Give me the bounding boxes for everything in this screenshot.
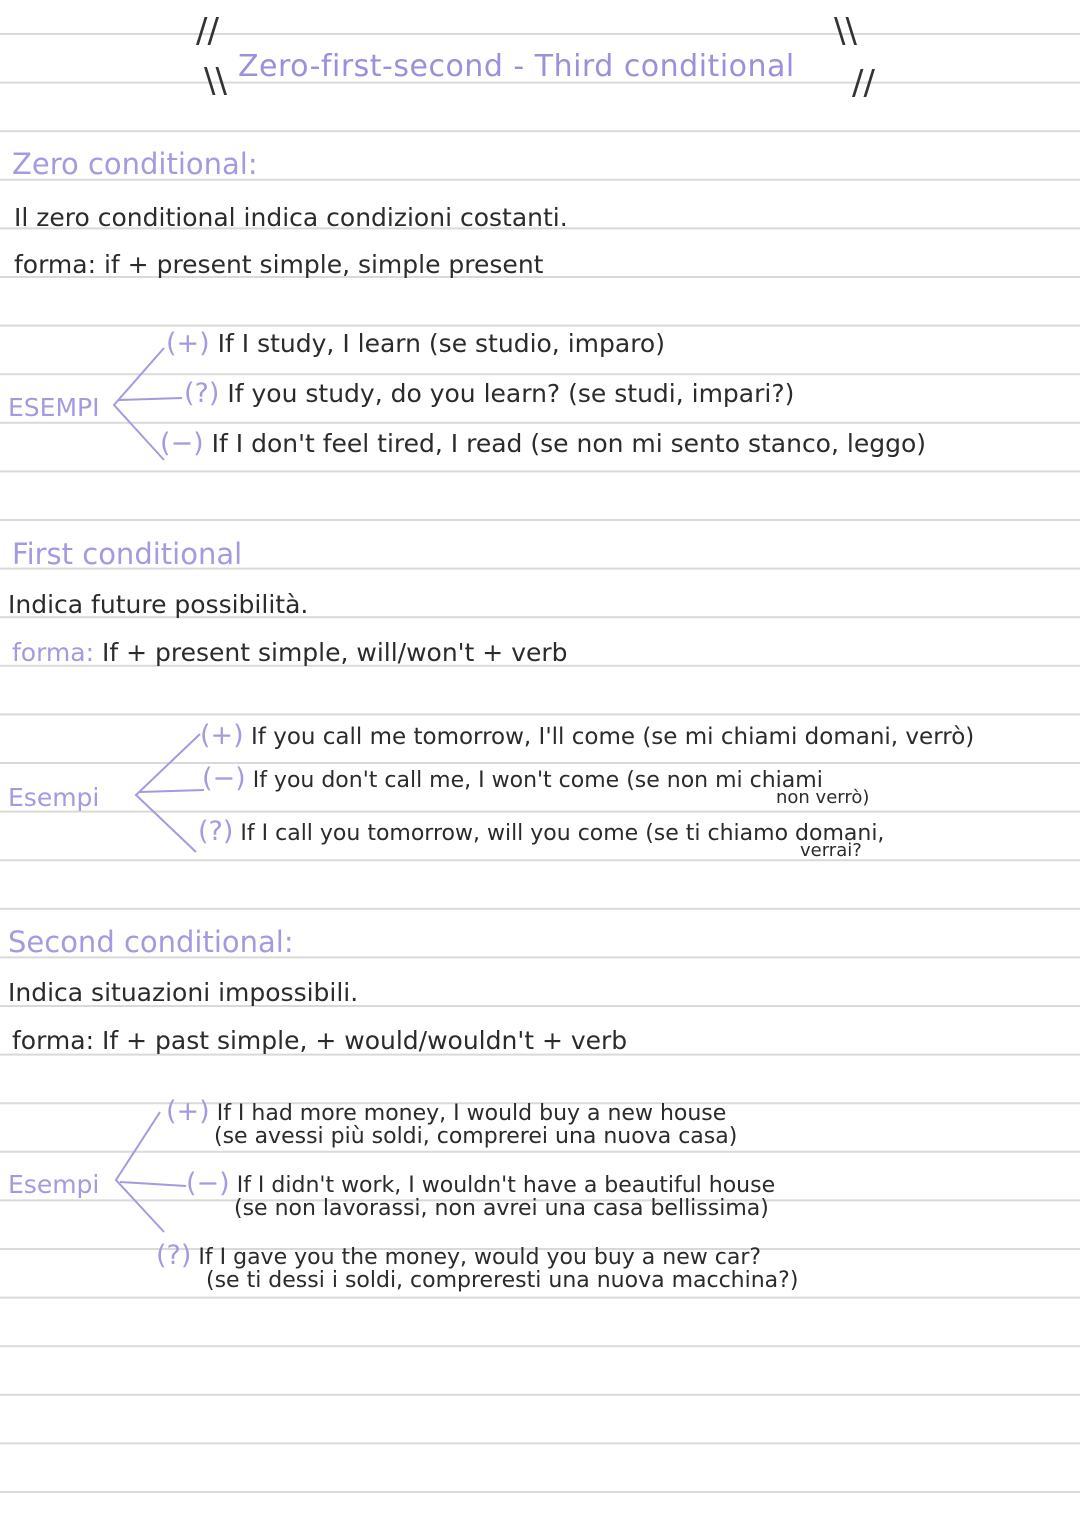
zero-example-negative — [160, 430, 926, 457]
question-mark: (?) — [184, 378, 220, 409]
second-heading: Second conditional: — [8, 925, 294, 959]
first-description: Indica future possibilità. — [8, 590, 309, 619]
first-form-row — [12, 640, 568, 665]
first-example-positive — [200, 722, 974, 749]
zero-form-row — [14, 252, 543, 277]
title-slash-left-bottom: \\ — [204, 61, 227, 101]
first-example-negative-line2: non verrò) — [776, 787, 870, 808]
example-text: If you don't call me, I won't come (se non mi chiami — [252, 768, 823, 793]
example-text: If I had more money, I would buy a new house — [216, 1101, 727, 1126]
first-form-label: forma: — [12, 638, 95, 667]
page-title: Zero-first-second - Third conditional — [238, 49, 795, 84]
positive-mark: (+) — [166, 328, 210, 359]
example-text: If I gave you the money, would you buy a new car? — [198, 1245, 762, 1270]
first-example-negative — [202, 765, 823, 792]
second-example-question-line2: (se ti dessi i soldi, compreresti una nuova macchina?) — [206, 1268, 799, 1293]
second-form: If + past simple, + would/wouldn't + verb — [101, 1026, 628, 1055]
zero-heading: Zero conditional: — [12, 147, 258, 181]
second-description: Indica situazioni impossibili. — [8, 978, 359, 1007]
positive-mark: (+) — [200, 720, 244, 751]
example-text: If you call me tomorrow, I'll come (se mi chiami domani, verrò) — [251, 724, 975, 750]
zero-example-positive — [166, 330, 665, 357]
negative-mark: (−) — [186, 1168, 230, 1199]
second-form-row — [12, 1028, 627, 1053]
positive-mark: (+) — [166, 1096, 210, 1127]
zero-examples-label: ESEMPI — [8, 393, 100, 422]
zero-example-question — [184, 380, 794, 407]
title-slash-left-top: // — [196, 11, 219, 51]
example-text: If I don't feel tired, I read (se non mi sento stanco, leggo) — [211, 429, 926, 458]
example-text: If I call you tomorrow, will you come (se ti chiamo domani, — [240, 821, 885, 846]
first-example-question — [198, 818, 884, 845]
title-slash-right-bottom: // — [852, 63, 875, 103]
first-form: If + present simple, will/won't + verb — [101, 638, 568, 667]
example-text: If I didn't work, I wouldn't have a beautiful house — [236, 1173, 776, 1198]
zero-description: Il zero conditional indica condizioni costanti. — [14, 203, 568, 232]
negative-mark: (−) — [202, 763, 246, 794]
question-mark: (?) — [156, 1240, 192, 1271]
zero-form-label: forma: — [14, 250, 97, 279]
second-example-positive — [166, 1098, 726, 1125]
example-text: If you study, do you learn? (se studi, impari?) — [227, 379, 795, 408]
first-examples-label: Esempi — [8, 783, 100, 812]
title-slash-right-top: \\ — [834, 11, 857, 51]
first-example-question-line2: verrai? — [800, 840, 862, 861]
second-example-negative-line2: (se non lavorassi, non avrei una casa bellissima) — [234, 1196, 769, 1221]
first-heading: First conditional — [12, 537, 243, 571]
second-form-label: forma: — [12, 1026, 95, 1055]
second-example-positive-line2: (se avessi più soldi, comprerei una nuova casa) — [214, 1124, 738, 1149]
second-example-question — [156, 1242, 761, 1269]
second-example-negative — [186, 1170, 775, 1197]
example-text: If I study, I learn (se studio, imparo) — [217, 329, 665, 358]
question-mark: (?) — [198, 816, 234, 847]
zero-form: if + present simple, simple present — [103, 250, 544, 279]
negative-mark: (−) — [160, 428, 204, 459]
second-examples-label: Esempi — [8, 1170, 100, 1199]
